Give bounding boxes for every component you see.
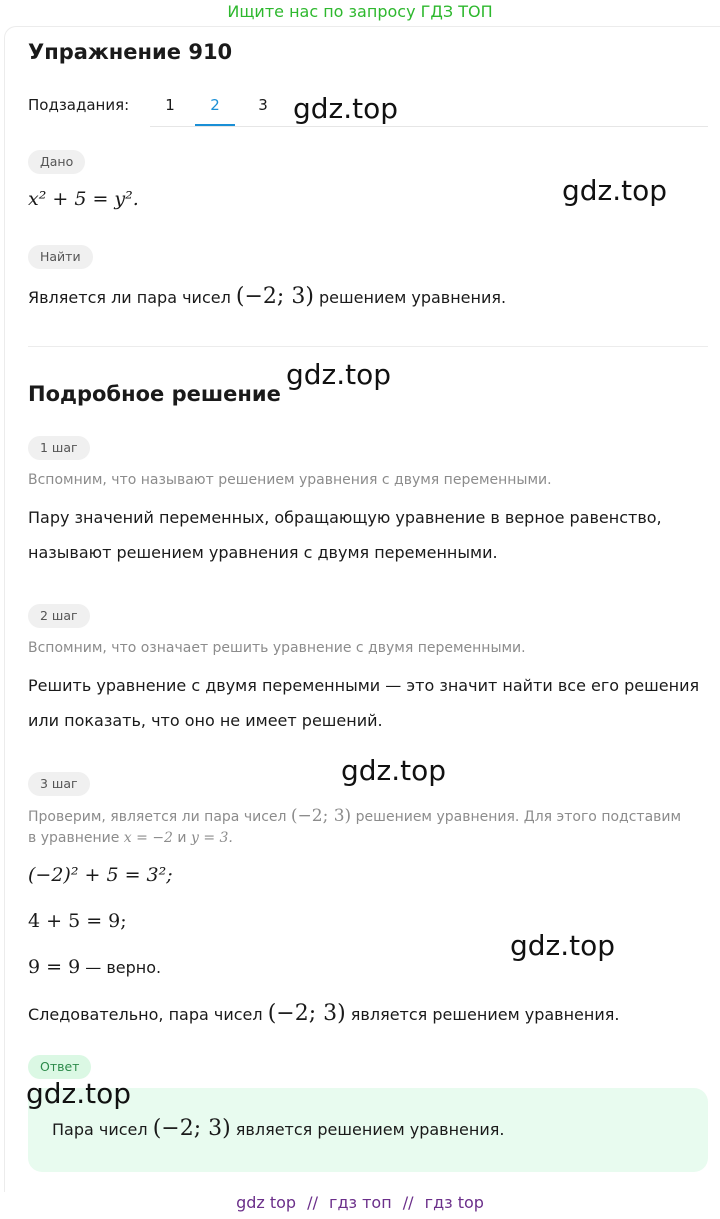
subtask-tab-1[interactable]: 1 [165,96,175,114]
step1-pill: 1 шаг [28,436,90,460]
watermark: gdz.top [510,929,616,962]
subtask-tab-2[interactable]: 2 [195,88,235,126]
subtasks-label: Подзадания: [28,96,130,114]
answer-pill: Ответ [28,1055,91,1079]
search-banner: Ищите нас по запросу ГДЗ ТОП [227,2,493,21]
watermark: gdz.top [286,358,392,391]
step3-hint-a: Проверим, является ли пара чисел [28,809,287,825]
footer-link-gdz-top-mixed[interactable]: гдз top [424,1193,484,1212]
step3-hint-y: y = 3. [190,830,233,846]
step3-eq3-math: 9 = 9 [28,956,81,978]
find-pill: Найти [28,245,93,269]
answer-text-b: является решением уравнения. [235,1120,505,1139]
conclusion-a: Следовательно, пара чисел [28,1005,263,1024]
step1-line1: Пару значений переменных, обращающую уравнение в верное равенство, [28,508,662,527]
section-divider [28,346,708,347]
step3-eq3 [28,956,161,978]
step3-hint-c: в уравнение [28,830,120,846]
step3-hint-line2 [28,830,233,846]
step1-line2: называют решением уравнения с двумя переменными. [28,543,498,562]
watermark: gdz.top [293,92,399,125]
footer-links [0,1193,720,1212]
step3-hint-x: x = −2 [123,830,173,846]
find-text-before: Является ли пара чисел [28,288,231,307]
step3-eq2: 4 + 5 = 9; [28,910,127,932]
exercise-title: Упражнение 910 [28,40,233,64]
step3-hint-b: решением уравнения. Для этого подставим [355,809,682,825]
step3-eq3-text: — верно. [85,958,162,977]
step1-hint: Вспомним, что называют решением уравнения с двумя переменными. [28,472,552,488]
answer-pair: (−2; 3) [152,1116,231,1141]
find-statement [28,284,506,309]
answer-text-a: Пара чисел [52,1120,148,1139]
step3-hint-line1 [28,806,681,826]
step3-hint-and: и [177,830,187,846]
watermark: gdz.top [562,174,668,207]
conclusion-b: является решением уравнения. [350,1005,620,1024]
step3-pill: 3 шаг [28,772,90,796]
find-text-after: решением уравнения. [319,288,507,307]
given-equation: x² + 5 = y². [28,188,139,210]
subtask-tab-3[interactable]: 3 [258,96,268,114]
solution-title: Подробное решение [28,382,281,406]
step2-line2: или показать, что оно не имеет решений. [28,711,383,730]
step3-eq1: (−2)² + 5 = 3²; [28,864,173,886]
answer-text [52,1116,504,1141]
subtask-tabs [150,88,708,127]
given-pill: Дано [28,150,85,174]
conclusion-pair: (−2; 3) [267,1001,346,1026]
step2-line1: Решить уравнение с двумя переменными — это значит найти все его решения [28,676,700,695]
footer-link-gdz-top-ru[interactable]: гдз топ [329,1193,392,1212]
step2-pill: 2 шаг [28,604,90,628]
find-pair: (−2; 3) [235,284,314,309]
watermark: gdz.top [341,754,447,787]
step3-hint-pair: (−2; 3) [290,806,352,826]
footer-separator: // [307,1193,318,1212]
watermark: gdz.top [26,1077,132,1110]
step2-hint: Вспомним, что означает решить уравнение с двумя переменными. [28,640,526,656]
step3-conclusion [28,1001,619,1026]
footer-link-gdz-top[interactable]: gdz top [236,1193,297,1212]
footer-separator: // [402,1193,414,1212]
